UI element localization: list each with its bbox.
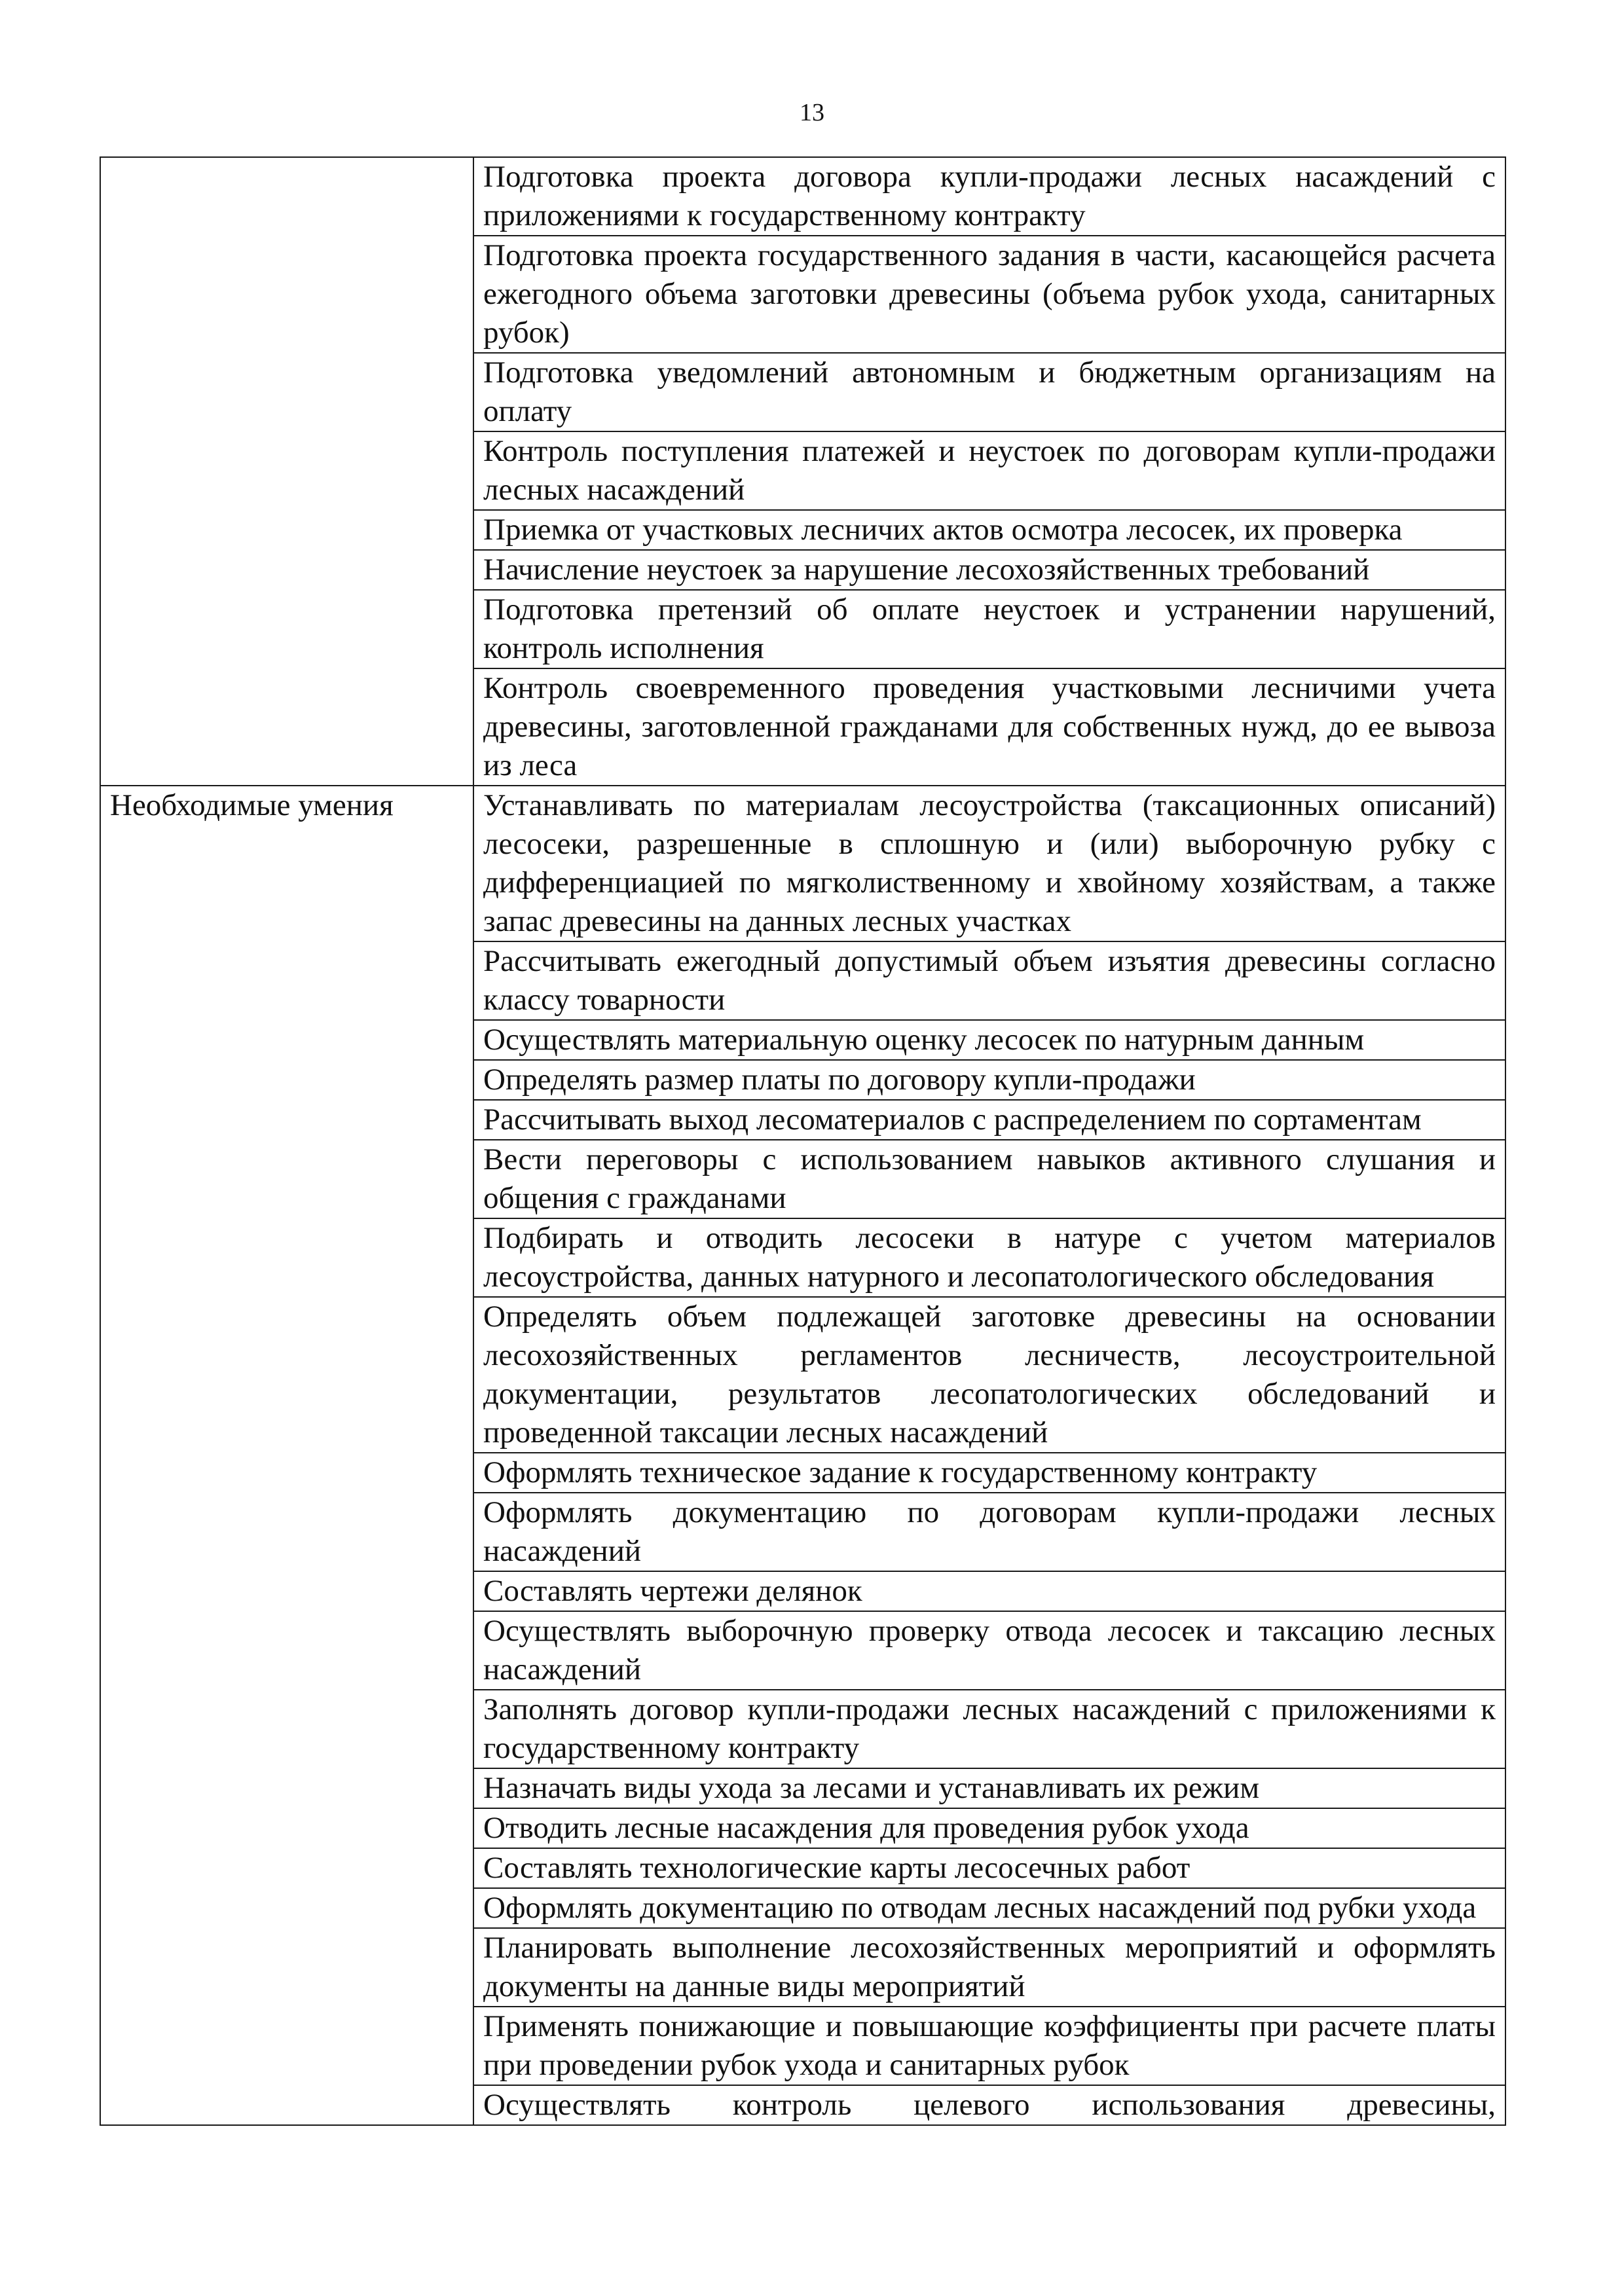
table-cell: Устанавливать по материалам лесоустройства (таксационных описаний) лесосеки, разрешенные в сплошную и (или) выборочную рубку с дифференциацией по мягколиственному и хвойному хозяйствам, а также запас древесины на данных лесных участках <box>473 786 1505 941</box>
table-cell: Рассчитывать выход лесоматериалов с распределением по сортаментам <box>473 1100 1505 1140</box>
table-cell: Назначать виды ухода за лесами и устанавливать их режим <box>473 1768 1505 1808</box>
table-cell: Оформлять техническое задание к государственному контракту <box>473 1453 1505 1493</box>
table-cell: Вести переговоры с использованием навыков активного слушания и общения с гражданами <box>473 1140 1505 1218</box>
table-cell: Подготовка уведомлений автономным и бюджетным организациям на оплату <box>473 353 1505 431</box>
table-cell: Определять размер платы по договору купли-продажи <box>473 1060 1505 1100</box>
table-cell: Составлять чертежи делянок <box>473 1571 1505 1611</box>
table-cell: Контроль поступления платежей и неустоек по договорам купли-продажи лесных насаждений <box>473 431 1505 510</box>
table-cell: Оформлять документацию по договорам купли-продажи лесных насаждений <box>473 1493 1505 1571</box>
table-cell: Составлять технологические карты лесосечных работ <box>473 1848 1505 1888</box>
table-cell: Применять понижающие и повышающие коэффициенты при расчете платы при проведении рубок ухода и санитарных рубок <box>473 2007 1505 2085</box>
table-row <box>100 157 1505 236</box>
table-cell: Подготовка проекта договора купли-продажи лесных насаждений с приложениями к государственному контракту <box>473 157 1505 236</box>
table-cell: Осуществлять выборочную проверку отвода лесосек и таксацию лесных насаждений <box>473 1611 1505 1690</box>
table-cell: Заполнять договор купли-продажи лесных насаждений с приложениями к государственному контракту <box>473 1690 1505 1768</box>
table-cell: Контроль своевременного проведения участковыми лесничими учета древесины, заготовленной гражданами для собственных нужд, до ее вывоза из леса <box>473 668 1505 786</box>
table-cell: Отводить лесные насаждения для проведения рубок ухода <box>473 1808 1505 1848</box>
table-cell: Подготовка претензий об оплате неустоек и устранении нарушений, контроль исполнения <box>473 590 1505 668</box>
table-cell: Оформлять документацию по отводам лесных насаждений под рубки ухода <box>473 1888 1505 1928</box>
table-cell: Начисление неустоек за нарушение лесохозяйственных требований <box>473 550 1505 590</box>
table-cell: Приемка от участковых лесничих актов осмотра лесосек, их проверка <box>473 510 1505 550</box>
empty-label-cell <box>100 157 473 786</box>
table-cell: Подбирать и отводить лесосеки в натуре с учетом материалов лесоустройства, данных натурного и лесопатологического обследования <box>473 1218 1505 1297</box>
table-cell: Осуществлять материальную оценку лесосек по натурным данным <box>473 1020 1505 1060</box>
table-cell: Определять объем подлежащей заготовке древесины на основании лесохозяйственных регламентов лесничеств, лесоустроительной документации, результатов лесопатологических обследований и проведенной таксации лесных насаждений <box>473 1297 1505 1453</box>
table-cell: Осуществлять контроль целевого использования древесины, <box>473 2085 1505 2125</box>
table-cell: Планировать выполнение лесохозяйственных мероприятий и оформлять документы на данные виды мероприятий <box>473 1928 1505 2007</box>
skills-label-cell: Необходимые умения <box>100 786 473 2125</box>
page-number: 13 <box>800 99 824 126</box>
table-cell: Рассчитывать ежегодный допустимый объем изъятия древесины согласно классу товарности <box>473 941 1505 1020</box>
table-cell: Подготовка проекта государственного задания в части, касающейся расчета ежегодного объема заготовки древесины (объема рубок ухода, санитарных рубок) <box>473 236 1505 353</box>
table-row <box>100 786 1505 941</box>
job-functions-table <box>100 156 1506 2126</box>
